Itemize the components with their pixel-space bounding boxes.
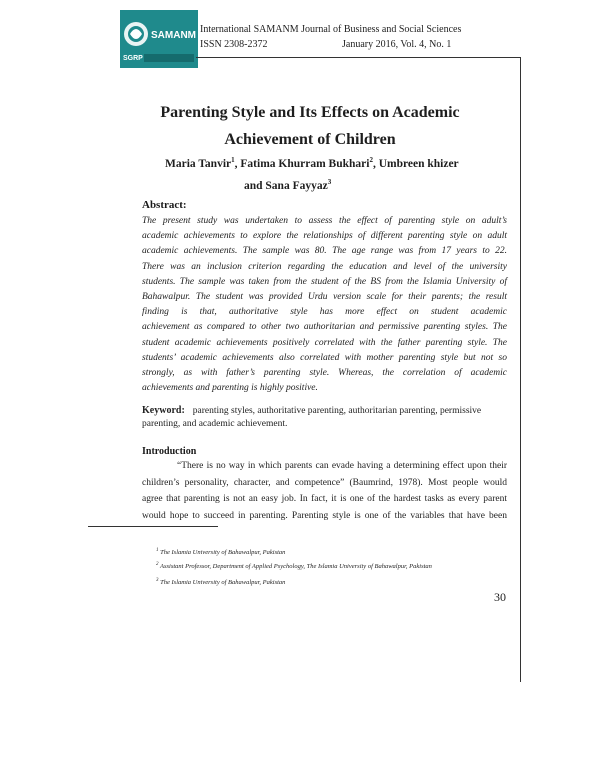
footnote: $^3$ The Islamia University of Bahawalpur, Pakistan — [156, 578, 286, 587]
paper-title-line-1: Parenting Style and Its Effects on Academic — [160, 104, 460, 121]
journal-name: International SAMANM Journal of Business and Social Sciences — [200, 24, 462, 35]
abstract-line: achievements and parenting is highly positive. — [142, 383, 318, 394]
page-number: 30 — [494, 590, 506, 604]
introduction-heading: Introduction — [142, 446, 197, 457]
introduction-line: would hope to succeed in parenting. Parenting style is one of the variables that have been — [142, 510, 507, 521]
authors-line-2 — [244, 178, 331, 192]
introduction-line: children’s personality, character, and competence” (Baumrind, 1978). Most people would — [142, 477, 507, 488]
abstract-line: strongly, as with father’s parenting style. Whereas, the correlation of academic — [142, 368, 507, 378]
author-name: Fatima Khurram Bukhari — [240, 157, 370, 170]
authors-line-1: Maria Tanvir$^1$, Fatima Khurram Bukhari$^2$, Umbreen khizer — [165, 156, 459, 170]
footnote: $^1$ The Islamia University of Bahawalpur, Pakistan — [156, 548, 286, 557]
issue-info: January 2016, Vol. 4, No. 1 — [342, 39, 452, 50]
author-mark: 3 — [327, 178, 332, 186]
author-name: and Sana Fayyaz — [244, 179, 328, 192]
issn: ISSN 2308-2372 — [200, 39, 268, 50]
introduction-line: “There is no way in which parents can evade having a determining effect upon their — [177, 461, 507, 471]
abstract-line: student academic achievements positively correlated with the father parenting style. The — [142, 337, 507, 348]
abstract-line: Bahawalpur. The student was provided Urdu version scale for their parents; the result — [142, 292, 507, 302]
journal-logo — [120, 10, 198, 68]
abstract-line: The present study was undertaken to assess the effect of parenting style on adult’s — [142, 216, 507, 226]
footnote: $^2$ Assistant Professor, Department of Applied Psychology, The Islamia University of Bahawalpur, Pakistan — [156, 562, 432, 571]
abstract-line: finding is that, authoritative style has more effect on student academic — [142, 307, 507, 318]
abstract-line: There was an inclusion criterion regarding the education and level of the university — [142, 261, 507, 272]
paper-title-line-2: Achievement of Children — [224, 131, 396, 148]
keywords-text: parenting styles, authoritative parenting, authoritarian parenting, permissive parenting, and academic achievement. — [142, 406, 482, 429]
footnote-rule — [88, 526, 218, 527]
margin-rule — [520, 57, 521, 682]
abstract-line: achievement as compared to other two authoritarian and permissive parenting styles. The — [142, 322, 507, 333]
keywords-label: Keyword: — [142, 405, 185, 416]
abstract-line: academic achievements. The sample was 80. The age range was from 17 years to 22. — [142, 246, 507, 257]
author-name: Umbreen khizer — [378, 157, 459, 170]
abstract-line: students’ academic achievements also correlated with mother parenting style but not so — [142, 352, 507, 363]
abstract-line: academic achievements to explore the relationships of different parenting style on adult — [142, 231, 507, 242]
keywords — [142, 404, 507, 431]
author-mark: 2 — [369, 156, 373, 164]
logo-text: SAMANM — [151, 30, 196, 41]
author-name: Maria Tanvir — [165, 157, 232, 170]
header-rule — [196, 57, 521, 58]
introduction-line: agree that parenting is not an easy job. In fact, it is one of the hardest tasks as every parent — [142, 494, 507, 504]
logo-subtext: SGRP — [123, 55, 143, 62]
author-mark: 1 — [231, 156, 235, 164]
abstract-line: students. The sample was taken from the student of the BS from the Islamia University of — [142, 276, 507, 287]
abstract-heading: Abstract: — [142, 199, 187, 211]
